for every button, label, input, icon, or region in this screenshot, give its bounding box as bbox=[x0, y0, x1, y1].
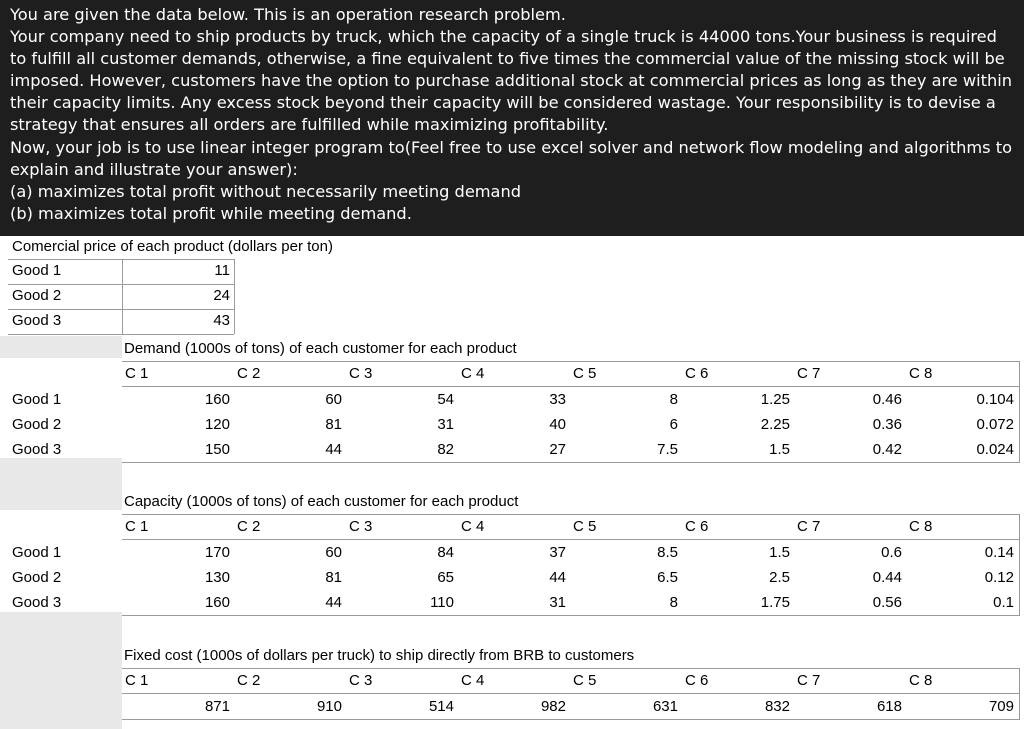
divider bbox=[8, 309, 234, 310]
capacity-value: 0.14 bbox=[984, 544, 1014, 561]
divider bbox=[1019, 361, 1020, 462]
demand-customer-header: C 2 bbox=[237, 365, 261, 382]
capacity-customer-header: C 1 bbox=[125, 518, 149, 535]
divider bbox=[8, 334, 234, 335]
problem-line: explain and illustrate your answer): bbox=[10, 160, 298, 179]
divider bbox=[122, 259, 123, 334]
divider bbox=[234, 259, 235, 334]
spreadsheet bbox=[0, 236, 1024, 729]
price-value: 43 bbox=[213, 312, 230, 329]
gray-band bbox=[0, 458, 122, 510]
demand-value: 0.36 bbox=[872, 416, 902, 433]
demand-customer-header: C 4 bbox=[461, 365, 485, 382]
fixed-cost-value: 618 bbox=[876, 698, 902, 715]
fixed-cost-value: 514 bbox=[428, 698, 454, 715]
problem-line: You are given the data below. This is an operation research problem. bbox=[10, 5, 566, 24]
demand-customer-header: C 6 bbox=[685, 365, 709, 382]
capacity-value: 84 bbox=[437, 544, 454, 561]
capacity-customer-header: C 5 bbox=[573, 518, 597, 535]
divider bbox=[122, 719, 1020, 720]
demand-good-label: Good 1 bbox=[12, 391, 62, 408]
demand-value: 82 bbox=[437, 441, 454, 458]
divider bbox=[122, 514, 1020, 515]
price-good-label: Good 1 bbox=[12, 262, 62, 279]
capacity-good-label: Good 1 bbox=[12, 544, 62, 561]
fixed-cost-customer-header: C 6 bbox=[685, 672, 709, 689]
capacity-value: 0.56 bbox=[872, 594, 902, 611]
demand-value: 8 bbox=[669, 391, 678, 408]
fixed-cost-title: Fixed cost (1000s of dollars per truck) to ship directly from BRB to customers bbox=[124, 647, 635, 664]
fixed-cost-value: 871 bbox=[204, 698, 230, 715]
fixed-cost-value: 910 bbox=[316, 698, 342, 715]
capacity-customer-header: C 2 bbox=[237, 518, 261, 535]
capacity-value: 65 bbox=[437, 569, 454, 586]
fixed-cost-value: 631 bbox=[652, 698, 678, 715]
capacity-value: 31 bbox=[549, 594, 566, 611]
price-value: 11 bbox=[214, 262, 230, 279]
capacity-value: 44 bbox=[549, 569, 566, 586]
capacity-good-label: Good 2 bbox=[12, 569, 62, 586]
demand-customer-header: C 3 bbox=[349, 365, 373, 382]
demand-value: 40 bbox=[549, 416, 566, 433]
capacity-customer-header: C 3 bbox=[349, 518, 373, 535]
capacity-value: 44 bbox=[325, 594, 342, 611]
capacity-title: Capacity (1000s of tons) of each customer for each product bbox=[124, 493, 519, 510]
fixed-cost-customer-header: C 4 bbox=[461, 672, 485, 689]
capacity-value: 0.1 bbox=[993, 594, 1014, 611]
capacity-value: 1.5 bbox=[769, 544, 790, 561]
capacity-value: 170 bbox=[204, 544, 230, 561]
problem-line: (b) maximizes total profit while meeting demand. bbox=[10, 204, 412, 223]
problem-line: strategy that ensures all orders are fulfilled while maximizing profitability. bbox=[10, 115, 609, 134]
capacity-value: 2.5 bbox=[769, 569, 790, 586]
fixed-cost-customer-header: C 8 bbox=[909, 672, 933, 689]
capacity-value: 0.44 bbox=[872, 569, 902, 586]
demand-value: 0.42 bbox=[872, 441, 902, 458]
capacity-customer-header: C 7 bbox=[797, 518, 821, 535]
capacity-value: 110 bbox=[430, 594, 454, 611]
demand-customer-header: C 1 bbox=[125, 365, 149, 382]
divider bbox=[122, 539, 1020, 540]
capacity-value: 8.5 bbox=[657, 544, 678, 561]
demand-value: 120 bbox=[204, 416, 230, 433]
demand-value: 60 bbox=[325, 391, 342, 408]
gray-band bbox=[0, 612, 122, 665]
problem-line: imposed. However, customers have the option to purchase additional stock at commercial prices as long as they are within bbox=[10, 71, 1012, 90]
divider bbox=[8, 284, 234, 285]
divider bbox=[122, 462, 1020, 463]
demand-customer-header: C 7 bbox=[797, 365, 821, 382]
capacity-value: 0.6 bbox=[881, 544, 902, 561]
divider bbox=[122, 615, 1020, 616]
problem-line: Your company need to ship products by truck, which the capacity of a single truck is 44000 tons.Your business is required bbox=[10, 27, 997, 46]
demand-value: 31 bbox=[437, 416, 454, 433]
demand-value: 0.072 bbox=[976, 416, 1014, 433]
divider bbox=[1019, 668, 1020, 719]
demand-value: 1.5 bbox=[769, 441, 790, 458]
capacity-good-label: Good 3 bbox=[12, 594, 62, 611]
capacity-customer-header: C 4 bbox=[461, 518, 485, 535]
capacity-value: 8 bbox=[669, 594, 678, 611]
fixed-cost-customer-header: C 7 bbox=[797, 672, 821, 689]
capacity-value: 81 bbox=[325, 569, 342, 586]
demand-value: 0.104 bbox=[976, 391, 1014, 408]
capacity-customer-header: C 8 bbox=[909, 518, 933, 535]
demand-value: 6 bbox=[669, 416, 678, 433]
capacity-value: 130 bbox=[204, 569, 230, 586]
prices-title: Comercial price of each product (dollars per ton) bbox=[12, 238, 333, 255]
capacity-value: 160 bbox=[204, 594, 230, 611]
demand-value: 33 bbox=[549, 391, 566, 408]
fixed-cost-customer-header: C 1 bbox=[125, 672, 149, 689]
gray-band bbox=[0, 665, 122, 729]
demand-good-label: Good 3 bbox=[12, 441, 62, 458]
price-value: 24 bbox=[213, 287, 230, 304]
price-good-label: Good 2 bbox=[12, 287, 62, 304]
capacity-value: 0.12 bbox=[984, 569, 1014, 586]
demand-value: 44 bbox=[325, 441, 342, 458]
divider bbox=[8, 259, 234, 260]
price-good-label: Good 3 bbox=[12, 312, 62, 329]
demand-value: 27 bbox=[549, 441, 566, 458]
gray-band bbox=[0, 336, 122, 358]
capacity-value: 37 bbox=[549, 544, 566, 561]
demand-value: 7.5 bbox=[657, 441, 678, 458]
demand-value: 150 bbox=[204, 441, 230, 458]
fixed-cost-customer-header: C 5 bbox=[573, 672, 597, 689]
fixed-cost-customer-header: C 3 bbox=[349, 672, 373, 689]
fixed-cost-value: 982 bbox=[540, 698, 566, 715]
demand-value: 1.25 bbox=[760, 391, 790, 408]
capacity-value: 60 bbox=[325, 544, 342, 561]
divider bbox=[122, 668, 1020, 669]
capacity-customer-header: C 6 bbox=[685, 518, 709, 535]
capacity-value: 1.75 bbox=[760, 594, 790, 611]
divider bbox=[122, 361, 1020, 362]
divider bbox=[122, 386, 1020, 387]
demand-good-label: Good 2 bbox=[12, 416, 62, 433]
demand-value: 2.25 bbox=[760, 416, 790, 433]
divider bbox=[1019, 514, 1020, 615]
demand-value: 0.024 bbox=[976, 441, 1014, 458]
demand-customer-header: C 5 bbox=[573, 365, 597, 382]
demand-value: 160 bbox=[204, 391, 230, 408]
problem-line: to fulfill all customer demands, otherwise, a fine equivalent to five times the commercial value of the missing stock will be bbox=[10, 49, 1005, 68]
demand-value: 0.46 bbox=[872, 391, 902, 408]
fixed-cost-value: 709 bbox=[988, 698, 1014, 715]
fixed-cost-customer-header: C 2 bbox=[237, 672, 261, 689]
divider bbox=[122, 693, 1020, 694]
problem-line: (a) maximizes total profit without necessarily meeting demand bbox=[10, 182, 521, 201]
demand-value: 54 bbox=[437, 391, 454, 408]
fixed-cost-value: 832 bbox=[764, 698, 790, 715]
problem-line: Now, your job is to use linear integer program to(Feel free to use excel solver and network flow modeling and algorithms to bbox=[10, 138, 1013, 157]
problem-statement bbox=[0, 0, 1024, 236]
demand-value: 81 bbox=[325, 416, 342, 433]
demand-customer-header: C 8 bbox=[909, 365, 933, 382]
demand-title: Demand (1000s of tons) of each customer for each product bbox=[124, 340, 517, 357]
problem-line: their capacity limits. Any excess stock beyond their capacity will be considered wastage. Your responsibility is to devise a bbox=[10, 93, 996, 112]
capacity-value: 6.5 bbox=[657, 569, 678, 586]
